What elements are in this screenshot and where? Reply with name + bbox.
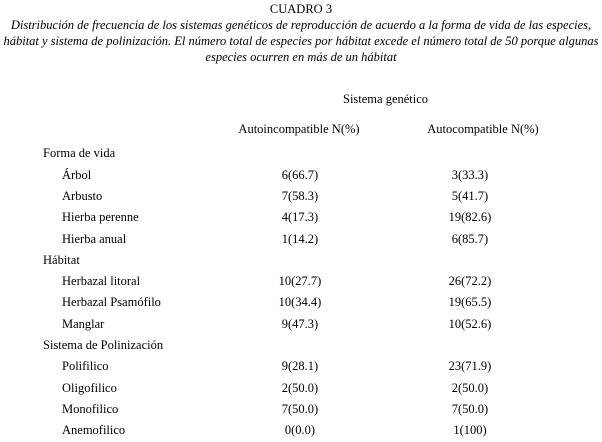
cell-autocompatible: 26(72.2) (448, 274, 492, 288)
row-label: Polifilico (62, 359, 109, 373)
row-label: Herbazal Psamófilo (62, 295, 161, 309)
row-label: Hierba perenne (62, 210, 139, 224)
cell-autoincompatible: 10(34.4) (278, 295, 322, 309)
section-title-forma-de-vida: Forma de vida (43, 146, 116, 160)
cell-autocompatible: 10(52.6) (448, 317, 492, 331)
cell-autocompatible: 5(41.7) (451, 189, 489, 203)
column-header-autocompatible: Autocompatible N(%) (427, 122, 539, 136)
row-label: Hierba anual (62, 232, 127, 246)
row-label: Arbusto (62, 189, 103, 203)
cell-autoincompatible: 4(17.3) (281, 210, 319, 224)
cell-autocompatible: 19(82.6) (448, 210, 492, 224)
cell-autoincompatible: 7(50.0) (281, 402, 319, 416)
row-label: Oligofilico (62, 381, 117, 395)
cell-autoincompatible: 9(28.1) (281, 359, 319, 373)
row-label: Anemofilico (62, 423, 126, 437)
cell-autoincompatible: 6(66.7) (281, 168, 319, 182)
cell-autocompatible: 23(71.9) (448, 359, 492, 373)
row-label: Manglar (62, 317, 105, 331)
cell-autoincompatible: 2(50.0) (281, 381, 319, 395)
cell-autoincompatible: 1(14.2) (281, 232, 319, 246)
row-label: Árbol (62, 168, 92, 182)
cell-autocompatible: 3(33.3) (451, 168, 489, 182)
row-label: Herbazal litoral (62, 274, 141, 288)
table-caption: Distribución de frecuencia de los sistemas genéticos de reproducción de acuerdo a la forma de vida de las especies, hábitat y sistema de polinización. El número total de especies por hábitat excede el número total de 50 porque algunas especies ocurren en más de un hábitat (3, 18, 599, 64)
cell-autoincompatible: 7(58.3) (281, 189, 319, 203)
group-header: Sistema genético (343, 92, 429, 106)
cell-autocompatible: 19(65.5) (448, 295, 492, 309)
cell-autocompatible: 2(50.0) (451, 381, 489, 395)
table-number: CUADRO 3 (269, 2, 333, 16)
cell-autocompatible: 7(50.0) (451, 402, 489, 416)
cell-autoincompatible: 10(27.7) (278, 274, 322, 288)
cell-autoincompatible: 9(47.3) (281, 317, 319, 331)
cell-autocompatible: 6(85.7) (451, 232, 489, 246)
row-label: Monofilico (62, 402, 119, 416)
section-title-habitat: Hábitat (43, 253, 80, 267)
section-title-sistema-de-polinizacion: Sistema de Polinización (43, 338, 164, 352)
column-header-autoincompatible: Autoincompatible N(%) (238, 122, 360, 136)
cell-autoincompatible: 0(0.0) (284, 423, 316, 437)
cell-autocompatible: 1(100) (453, 423, 487, 437)
